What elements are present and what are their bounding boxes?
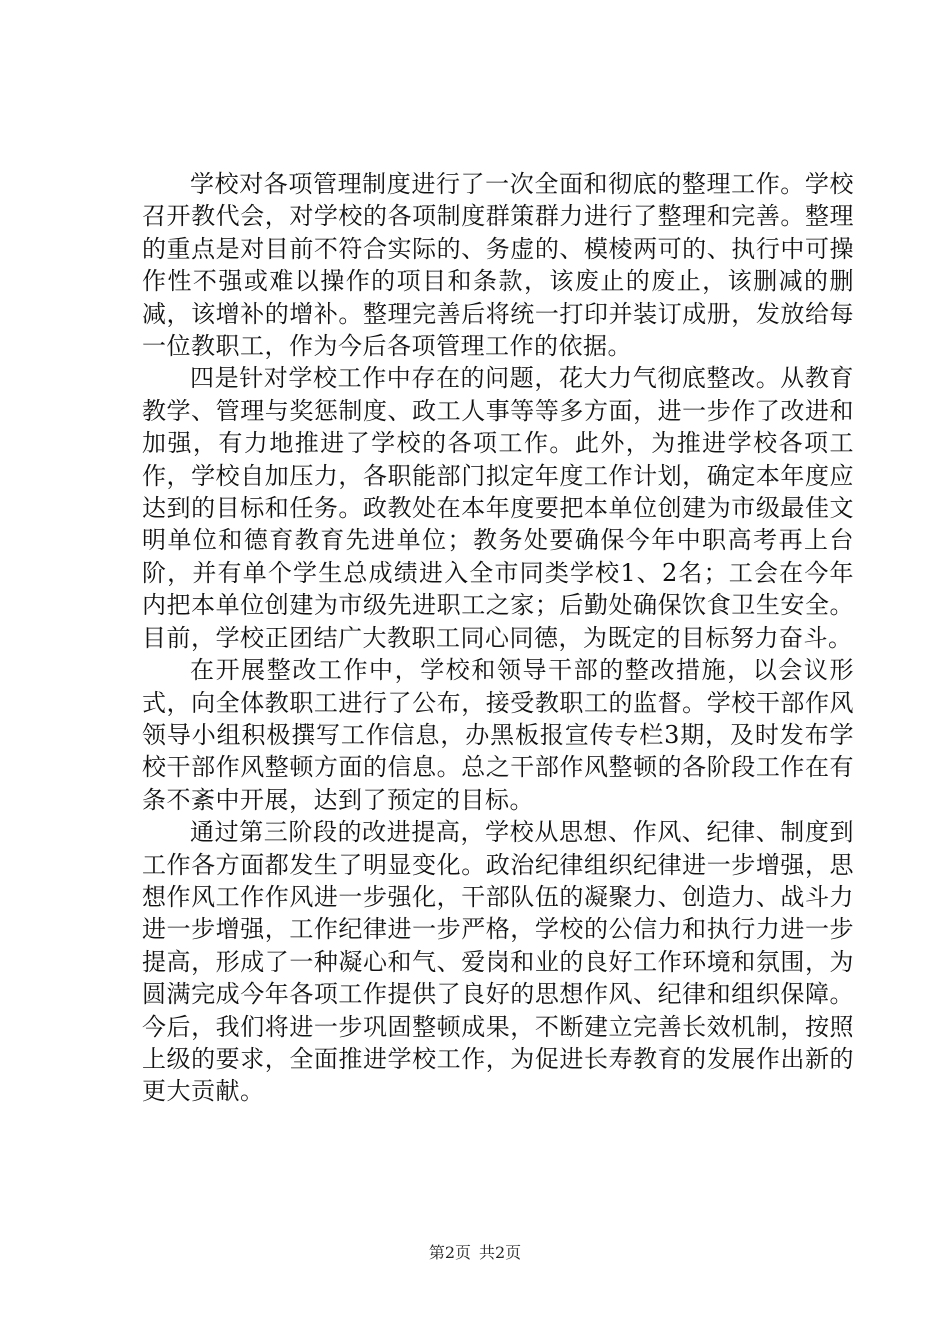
page-total: 共2页	[479, 1243, 522, 1262]
paragraph-2: 四是针对学校工作中存在的问题，花大力气彻底整改。从教育教学、管理与奖惩制度、政工人事等等多方面，进一步作了改进和加强，有力地推进了学校的各项工作。此外，为推进学校各项工作，学校自加压力，各职能部门拟定年度工作计划，确定本年度应达到的目标和任务。政教处在本年度要把本单位创建为市级最佳文明单位和德育教育先进单位；教务处要确保今年中职高考再上台阶，并有单个学生总成绩进入全市同类学校1、2名；工会在今年内把本单位创建为市级先进职工之家；后勤处确保饮食卫生安全。目前，学校正团结广大教职工同心同德，为既定的目标努力奋斗。	[142, 364, 854, 652]
paragraph-1: 学校对各项管理制度进行了一次全面和彻底的整理工作。学校召开教代会，对学校的各项制度群策群力进行了整理和完善。整理的重点是对目前不符合实际的、务虚的、模棱两可的、执行中可操作性不强或难以操作的项目和条款，该废止的废止，该删减的删减，该增补的增补。整理完善后将统一打印并装订成册，发放给每一位教职工，作为今后各项管理工作的依据。	[142, 170, 854, 361]
document-body	[142, 168, 854, 1108]
paragraph-4: 通过第三阶段的改进提高，学校从思想、作风、纪律、制度到工作各方面都发生了明显变化。政治纪律组织纪律进一步增强，思想作风工作作风进一步强化，干部队伍的凝聚力、创造力、战斗力进一步增强，工作纪律进一步严格，学校的公信力和执行力进一步提高，形成了一种凝心和气、爱岗和业的良好工作环境和氛围，为圆满完成今年各项工作提供了良好的思想作风、纪律和组织保障。今后，我们将进一步巩固整顿成果，不断建立完善长效机制，按照上级的要求，全面推进学校工作，为促进长寿教育的发展作出新的更大贡献。	[142, 818, 854, 1106]
page-footer	[0, 1243, 950, 1263]
page-number: 第2页	[428, 1243, 471, 1262]
paragraph-3: 在开展整改工作中，学校和领导干部的整改措施，以会议形式，向全体教职工进行了公布，接受教职工的监督。学校干部作风领导小组积极撰写工作信息，办黑板报宣传专栏3期，及时发布学校干部作风整顿方面的信息。总之干部作风整顿的各阶段工作在有条不紊中开展，达到了预定的目标。	[142, 656, 854, 814]
